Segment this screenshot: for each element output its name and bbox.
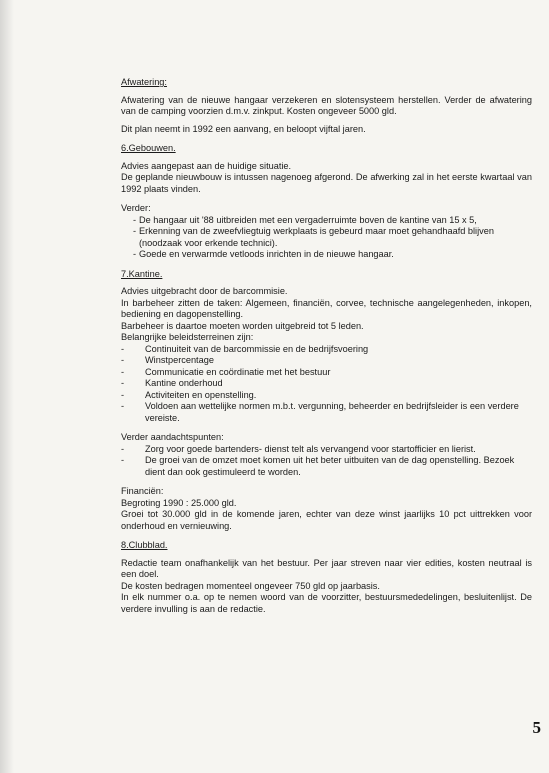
- clubblad-inhoud: In elk nummer o.a. op te nemen woord van de voorzitter, bestuursmededelingen, besluitenlijst. De verdere invulling is aan de redactie.: [121, 592, 532, 614]
- list-item: - Zorg voor goede bartenders- dienst telt als vervangend voor startofficier en lierist.: [121, 444, 532, 456]
- kantine-beleid-list: [121, 344, 532, 425]
- kantine-financien-label: Financiën:: [121, 486, 164, 496]
- page-edge-shadow: [0, 0, 14, 773]
- list-item: - Activiteiten en openstelling.: [121, 390, 532, 402]
- page-number: 5: [532, 718, 541, 737]
- list-item: - Erkenning van de zweefvliegtuig werkplaats is gebeurd maar moet gehandhaafd blijven (noodzaak voor erkende technici).: [133, 226, 532, 249]
- gebouwen-verder-label: Verder:: [121, 203, 151, 213]
- kantine-beleid-label: Belangrijke beleidsterreinen zijn:: [121, 332, 254, 342]
- list-item: - De groei van de omzet moet komen uit het beter uitbuiten van de dag openstelling. Bezoek dient dan ook gestimuleerd te worden.: [121, 455, 532, 478]
- kantine-begroting: Begroting 1990 : 25.000 gld.: [121, 497, 237, 508]
- afwatering-plan: Dit plan neemt in 1992 een aanvang, en beloopt vijftal jaren.: [121, 123, 366, 134]
- kantine-groei: Groei tot 30.000 gld in de komende jaren, echter van deze winst jaarlijks 10 pct uittrekken voor onderhoud en vernieuwing.: [121, 509, 532, 531]
- gebouwen-advies: Advies aangepast aan de huidige situatie.: [121, 160, 292, 171]
- gebouwen-list: [121, 215, 532, 261]
- list-item: - Goede en verwarmde vetloods inrichten in de nieuwe hangaar.: [133, 249, 532, 261]
- afwatering-paragraph: Afwatering van de nieuwe hangaar verzekeren en slotensysteem herstellen. Verder de afwatering van de camping voorzien d.m.v. zinkput. Kosten ongeveer 5000 gld.: [121, 94, 532, 116]
- kantine-uitbreiding: Barbeheer is daartoe moeten worden uitgebreid tot 5 leden.: [121, 320, 364, 331]
- list-item: - Continuiteit van de barcommissie en de bedrijfsvoering: [121, 344, 532, 356]
- list-item: - Voldoen aan wettelijke normen m.b.t. vergunning, beheerder en bedrijfsleider is een verdere vereiste.: [121, 401, 532, 424]
- kantine-advies: Advies uitgebracht door de barcommisie.: [121, 286, 288, 296]
- gebouwen-heading: 6.Gebouwen.: [121, 143, 176, 153]
- kantine-aandacht-label: Verder aandachtspunten:: [121, 432, 224, 442]
- kantine-aandacht-list: [121, 444, 532, 479]
- gebouwen-nieuwbouw: De geplande nieuwbouw is intussen nagenoeg afgerond. De afwerking zal in het eerste kwartaal van 1992 plaats vinden.: [121, 172, 532, 194]
- kantine-heading: 7.Kantine.: [121, 268, 163, 279]
- kantine-barbeheer: In barbeheer zitten de taken: Algemeen, financiën, corvee, technische aangelegenheden, inkopen, bediening en dagopenstelling.: [121, 297, 532, 319]
- clubblad-redactie: Redactie team onafhankelijk van het bestuur. Per jaar streven naar vier edities, kosten neutraal is een doel.: [121, 557, 532, 579]
- list-item: - De hangaar uit '88 uitbreiden met een vergaderruimte boven de kantine van 15 x 5,: [133, 215, 532, 227]
- afwatering-heading: Afwatering:: [121, 77, 167, 87]
- document-body: [121, 77, 532, 615]
- list-item: - Kantine onderhoud: [121, 378, 532, 390]
- list-item: - Communicatie en coördinatie met het bestuur: [121, 367, 532, 379]
- list-item: - Winstpercentage: [121, 355, 532, 367]
- clubblad-heading: 8.Clubblad.: [121, 540, 168, 550]
- clubblad-kosten: De kosten bedragen momenteel ongeveer 750 gld op jaarbasis.: [121, 580, 380, 591]
